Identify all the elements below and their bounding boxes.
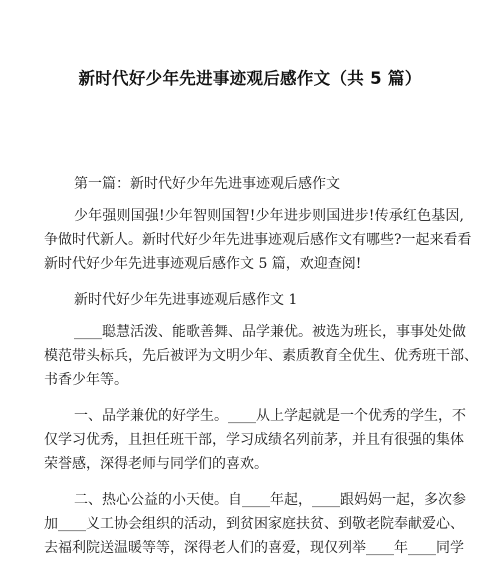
intro-paragraph	[44, 204, 472, 276]
text-line: 书香少年等。	[44, 372, 128, 388]
document-title: 新时代好少年先进事迹观后感作文（共 5 篇）	[78, 69, 422, 88]
text-line: 去福利院送温暖等等，深得老人们的喜爱，现仅列举____年____同学	[44, 540, 464, 556]
text-line: 新时代好少年先进事迹观后感作文 5 篇，欢迎查阅!	[44, 256, 362, 272]
text-line: 加____义工协会组织的活动，到贫困家庭扶贫、到敬老院奉献爱心、	[44, 516, 464, 532]
text-line: 仅学习优秀，且担任班干部，学习成绩名列前茅，并且有很强的集体	[44, 432, 464, 448]
text-line: 少年强则国强!少年智则国智!少年进步则国进步!传承红色基因,	[74, 208, 464, 224]
text-line: 模范带头标兵，先后被评为文明少年、素质教育全优生、优秀班干部、	[44, 348, 478, 364]
paragraph-3	[44, 488, 464, 560]
paragraph-2	[44, 404, 464, 476]
text-line: 争做时代新人。新时代好少年先进事迹观后感作文有哪些?一起来看看	[44, 232, 472, 248]
text-line: ____聪慧活泼、能歌善舞、品学兼优。被选为班长，事事处处做	[74, 324, 466, 340]
paragraph-1	[44, 320, 478, 392]
text-line: 一、品学兼优的好学生。____从上学起就是一个优秀的学生，不	[74, 408, 466, 424]
essay-title: 新时代好少年先进事迹观后感作文 1	[74, 292, 298, 308]
text-line: 荣誉感，深得老师与同学们的喜欢。	[44, 456, 268, 472]
text-line: 二、热心公益的小天使。自____年起，____跟妈妈一起，多次参	[74, 492, 466, 508]
section-heading: 第一篇：新时代好少年先进事迹观后感作文	[74, 176, 340, 192]
